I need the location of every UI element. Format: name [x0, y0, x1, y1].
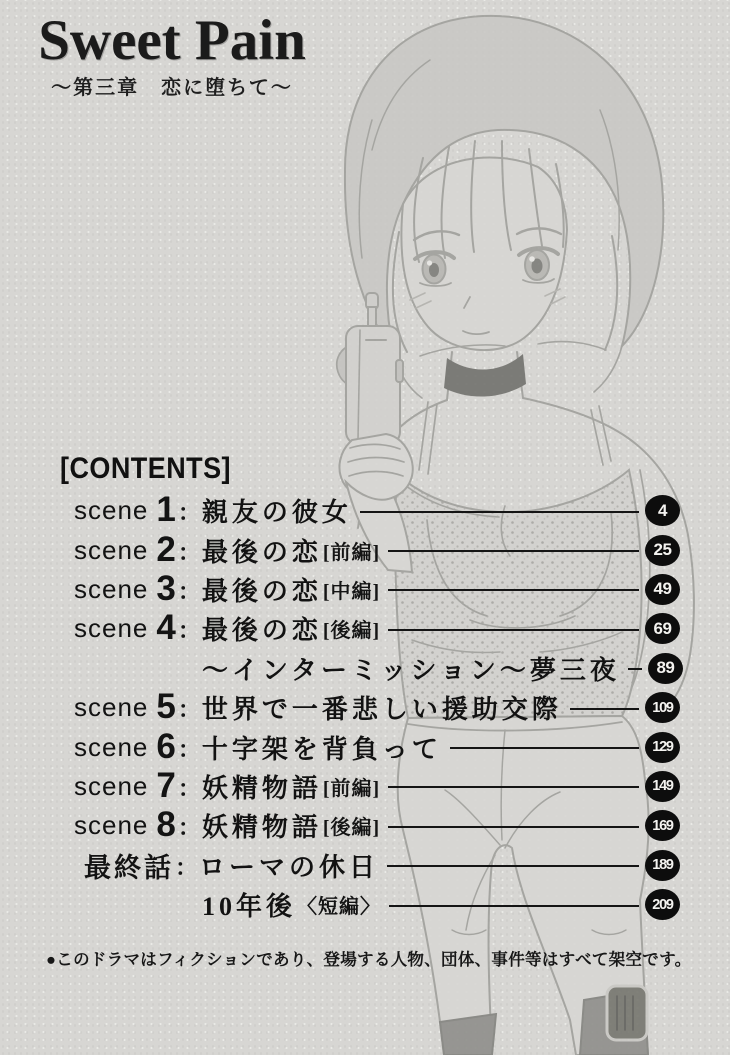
scene-number: 2	[156, 529, 176, 569]
scene-number: 1	[156, 490, 176, 530]
toc-entry	[60, 727, 680, 766]
page-number: 169	[652, 817, 673, 834]
page-number: 4	[658, 500, 667, 520]
disclaimer: ●このドラマはフィクションであり、登場する人物、団体、事件等はすべて架空です。	[46, 950, 692, 969]
contents-heading: [CONTENTS]	[60, 452, 231, 485]
entry-title: 妖精物語	[201, 813, 322, 843]
page-number: 109	[652, 699, 673, 716]
entry-title: 親友の彼女	[201, 498, 352, 528]
toc-entry	[60, 530, 680, 569]
page-number: 129	[652, 739, 673, 756]
page-number-badge	[645, 574, 680, 605]
toc-entry	[60, 609, 680, 648]
scene-label: scene	[74, 731, 149, 762]
leader-line	[628, 668, 642, 670]
toc-entry	[60, 570, 680, 609]
page-number: 25	[653, 540, 672, 560]
leader-line	[388, 550, 639, 552]
entry-subtitle: [前編]	[322, 777, 381, 800]
entry-title: ローマの休日	[199, 852, 380, 882]
entry-subtitle: [後編]	[322, 817, 381, 840]
scene-label: scene	[74, 534, 149, 565]
entry-subtitle: [中編]	[322, 580, 381, 603]
toc-entry	[60, 491, 680, 530]
page-number-badge	[645, 889, 680, 920]
page-number-badge	[645, 732, 680, 763]
scene-label: scene	[74, 495, 149, 526]
toc-entry	[60, 649, 680, 688]
page-number: 89	[656, 658, 675, 678]
entry-title: 10年後	[202, 892, 297, 922]
scene-label: scene	[74, 692, 149, 723]
toc-entry	[60, 885, 680, 924]
colon: ：	[177, 577, 201, 604]
chapter-subtitle: 〜第三章 恋に堕ちて〜	[51, 77, 293, 100]
leader-line	[389, 905, 639, 907]
colon: ：	[177, 735, 201, 762]
entry-title: 最後の恋	[201, 537, 322, 567]
colon: ：	[177, 814, 201, 841]
toc-entry	[60, 806, 680, 845]
scene-number: 5	[156, 687, 176, 727]
leg-pouch	[607, 986, 647, 1040]
scene-label: scene	[74, 770, 149, 801]
entry-title: 十字架を背負って	[201, 734, 442, 764]
scene-number: 7	[156, 765, 176, 805]
leader-line	[360, 511, 639, 513]
toc-entry	[60, 767, 680, 806]
entry-title: 〜インターミッション〜夢三夜	[202, 655, 620, 685]
colon: ：	[177, 538, 201, 565]
page-number-badge	[645, 535, 680, 566]
entry-title: 世界で一番悲しい援助交際	[201, 695, 562, 725]
scene-number: 8	[156, 805, 176, 845]
page-number: 149	[652, 778, 673, 795]
scene-label: scene	[74, 613, 149, 644]
leader-line	[388, 786, 639, 788]
page-number-badge	[645, 692, 680, 723]
page-number-badge	[645, 495, 680, 526]
entry-title: 最後の恋	[201, 616, 322, 646]
toc-entry	[60, 688, 680, 727]
colon: ：	[175, 853, 198, 880]
book-title: Sweet Pain	[38, 9, 306, 72]
page-number: 189	[652, 857, 673, 874]
page-number-badge	[645, 810, 680, 841]
leader-line	[570, 708, 639, 710]
colon: ：	[177, 696, 201, 723]
leader-line	[387, 865, 639, 867]
leader-line	[450, 747, 639, 749]
page-number-badge	[648, 653, 683, 684]
neck-shadow	[444, 354, 526, 397]
leader-line	[388, 589, 639, 591]
scene-number: 6	[156, 726, 176, 766]
page-number: 49	[653, 579, 672, 599]
page-number-badge	[645, 613, 680, 644]
entry-title: 最後の恋	[201, 576, 322, 606]
scene-number: 3	[156, 568, 176, 608]
toc-list	[60, 491, 680, 924]
colon: ：	[177, 617, 201, 644]
toc-entry	[60, 846, 680, 885]
scene-number: 4	[156, 608, 176, 648]
contents-block	[60, 452, 680, 924]
entry-subtitle: [後編]	[322, 620, 381, 643]
scene-label: scene	[74, 810, 149, 841]
leader-line	[388, 629, 639, 631]
leader-line	[388, 826, 639, 828]
page-number: 69	[653, 618, 672, 638]
scene-label: 最終話	[84, 852, 174, 883]
page-number-badge	[645, 771, 680, 802]
page-number-badge	[645, 850, 680, 881]
title-block	[28, 9, 316, 100]
colon: ：	[177, 774, 201, 801]
scene-label: scene	[74, 573, 149, 604]
page-number: 209	[652, 896, 673, 913]
colon: ：	[177, 499, 201, 526]
entry-subtitle: 〈短編〉	[297, 896, 382, 919]
entry-subtitle: [前編]	[322, 541, 381, 564]
entry-title: 妖精物語	[201, 773, 322, 803]
